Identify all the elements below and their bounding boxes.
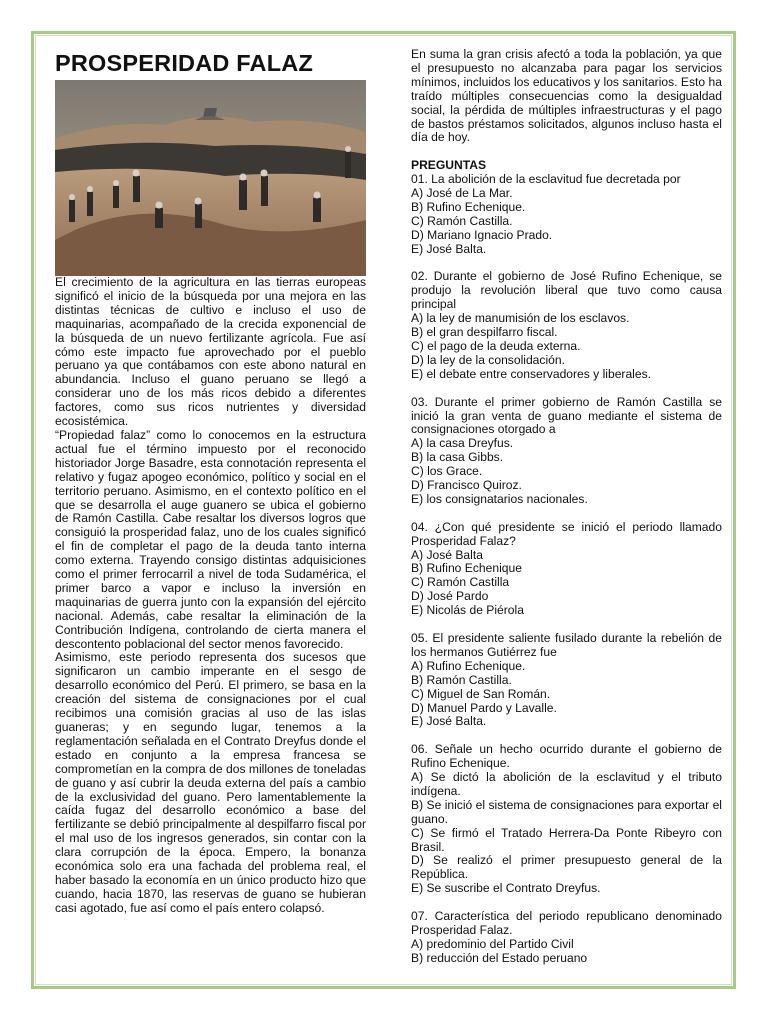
answer-option: B) Rufino Echenique: [411, 561, 522, 576]
body-paragraph: El crecimiento de la agricultura en las tierras europeas significó el inicio de la búsqueda por una mejora en las distintas técnicas de cultivo e incluso el uso de maquinarias, acompañado de la crecida exponencial de la búsqueda de un nuevo fertilizante agrícola. Fue así cómo este impacto fue aprovechado por el pueblo peruano ya que contábamos con este abono natural en abundancia. Incluso el guano peruano se llegó a considerar uno de los más ricos debido a diferentes factores, como sus ricos nutrientes y diversidad ecosistémica.: [55, 275, 366, 429]
answer-option: B) Rufino Echenique.: [411, 199, 526, 214]
answer-option: D) Se realizó el primer presupuesto general de la República.: [411, 853, 722, 882]
body-paragraph: Asimismo, este periodo representa dos sucesos que significaron un cambio imperante en el sesgo de desarrollo económico del Perú. El primero, se basa en la creación del sistema de consignaciones por el cual recibimos una comisión gracias al uso de las islas guaneras; y en segundo lugar, tenemos a la reglamentación señalada en el Contrato Dreyfus donde el estado en conjunto a la empresa francesa se comprometían en la compra de dos millones de toneladas de guano y así cubrir la deuda externa del país a cambio de la exclusividad del guano. Pero lamentablemente la caída fugaz del desarrollo económico a base del fertilizante se debió principalmente al despilfarro fiscal por el mal uso de los ingresos generados, sin contar con la clara corrupción de la época. Empero, la bonanza económica solo era una fachada del problema real, el haber basado la economía en un único producto hizo que cuando, hacia 1870, las reservas de guano se hubieran casi agotado, fue así como el país entero colapsó.: [55, 650, 366, 915]
answer-option: C) Se firmó el Tratado Herrera-Da Ponte Ribeyro con Brasil.: [411, 825, 722, 854]
question-block: [411, 632, 722, 729]
answer-option: E) el debate entre conservadores y liberales.: [411, 366, 651, 381]
answer-option: A) José Balta: [411, 547, 483, 562]
question-text: 05. El presidente saliente fusilado durante la rebelión de los hermanos Gutiérrez fue: [411, 630, 722, 659]
body-paragraph: “Propiedad falaz” como lo conocemos en la estructura actual fue el término impuesto por el reconocido historiador Jorge Basadre, esta connotación representa el relativo y fugaz apogeo económico, político y social en el territorio peruano. Asimismo, en el contexto político en el que se desarrolla el auge guanero se ubica el gobierno de Ramón Castilla. Cabe resaltar los diversos logros que consiguió la prosperidad falaz, uno de los cuales significó el fin de completar el pago de la deuda tanto interna como externa. Trayendo consigo distintas adquisiciones como el primer ferrocarril a nivel de toda Sudamérica, el primer barco a vapor e incluso la inversión en maquinarias de guerra junto con la expansión del ejército nacional. Además, cabe resaltar la eliminación de la Contribución Indígena, controlando de cierta manera el descontento poblacional del sector menos favorecido.: [55, 427, 366, 651]
answer-option: E) José Balta.: [411, 241, 487, 256]
answer-option: C) Ramón Castilla: [411, 575, 510, 590]
question-block: [411, 173, 722, 256]
question-block: [411, 270, 722, 381]
answer-option: B) la casa Gibbs.: [411, 450, 504, 465]
answer-option: C) Miguel de San Román.: [411, 686, 551, 701]
answer-option: A) Rufino Echenique.: [411, 658, 526, 673]
answer-option: C) los Grace.: [411, 464, 483, 479]
question-text: 04. ¿Con qué presidente se inició el periodo llamado Prosperidad Falaz?: [411, 519, 722, 548]
answer-option: E) los consignatarios nacionales.: [411, 491, 588, 506]
answer-option: A) Se dictó la abolición de la esclavitud y el tributo indígena.: [411, 770, 722, 798]
answer-option: A) predominio del Partido Civil: [411, 936, 574, 951]
question-block: [411, 521, 722, 618]
question-text: 06. Señale un hecho ocurrido durante el gobierno de Rufino Echenique.: [411, 742, 722, 771]
answer-option: A) la casa Dreyfus.: [411, 436, 514, 451]
questions-heading: PREGUNTAS: [411, 158, 487, 173]
question-block: [411, 910, 722, 966]
answer-option: B) Se inició el sistema de consignaciones para exportar el guano.: [411, 797, 722, 826]
answer-option: C) el pago de la deuda externa.: [411, 339, 581, 353]
page-title: PROSPERIDAD FALAZ: [55, 50, 313, 76]
question-text: 01. La abolición de la esclavitud fue decretada por: [411, 172, 681, 187]
answer-option: D) José Pardo: [411, 589, 489, 604]
answer-option: B) Ramón Castilla.: [411, 672, 512, 687]
right-column: [411, 48, 722, 980]
left-column: [55, 48, 366, 916]
answer-option: D) Mariano Ignacio Prado.: [411, 227, 553, 242]
answer-option: E) Se suscribe el Contrato Dreyfus.: [411, 881, 601, 896]
question-block: [411, 396, 722, 507]
question-text: 02. Durante el gobierno de José Rufino Echenique, se produjo la revolución liberal que tuvo como causa principal: [411, 269, 722, 312]
answer-option: E) José Balta.: [411, 714, 487, 729]
answer-option: D) Francisco Quiroz.: [411, 478, 522, 493]
question-text: 03. Durante el primer gobierno de Ramón Castilla se inició la gran venta de guano mediante el sistema de consignaciones otorgado a: [411, 394, 722, 437]
guano-workers-photo: [55, 80, 366, 276]
answer-option: B) el gran despilfarro fiscal.: [411, 325, 558, 340]
answer-option: D) Manuel Pardo y Lavalle.: [411, 700, 557, 715]
answer-option: C) Ramón Castilla.: [411, 213, 513, 228]
questions-list: [411, 173, 722, 966]
question-text: 07. Característica del periodo republicano denominado Prosperidad Falaz.: [411, 909, 722, 937]
answer-option: E) Nicolás de Piérola: [411, 603, 524, 618]
intro-paragraph: En suma la gran crisis afectó a toda la población, ya que el presupuesto no alcanzaba para pagar los servicios mínimos, incluidos los educativos y los sanitarios. Esto ha traído múltiples consecuencias como la desigualdad social, la pérdida de múltiples infraestructuras y el pago de bastos préstamos solicitados, algunos incluso hasta el día de hoy.: [411, 47, 722, 145]
answer-option: A) José de La Mar.: [411, 186, 513, 201]
question-block: [411, 743, 722, 896]
answer-option: A) la ley de manumisión de los esclavos.: [411, 311, 630, 326]
answer-option: D) la ley de la consolidación.: [411, 352, 565, 367]
answer-option: B) reducción del Estado peruano: [411, 950, 588, 965]
